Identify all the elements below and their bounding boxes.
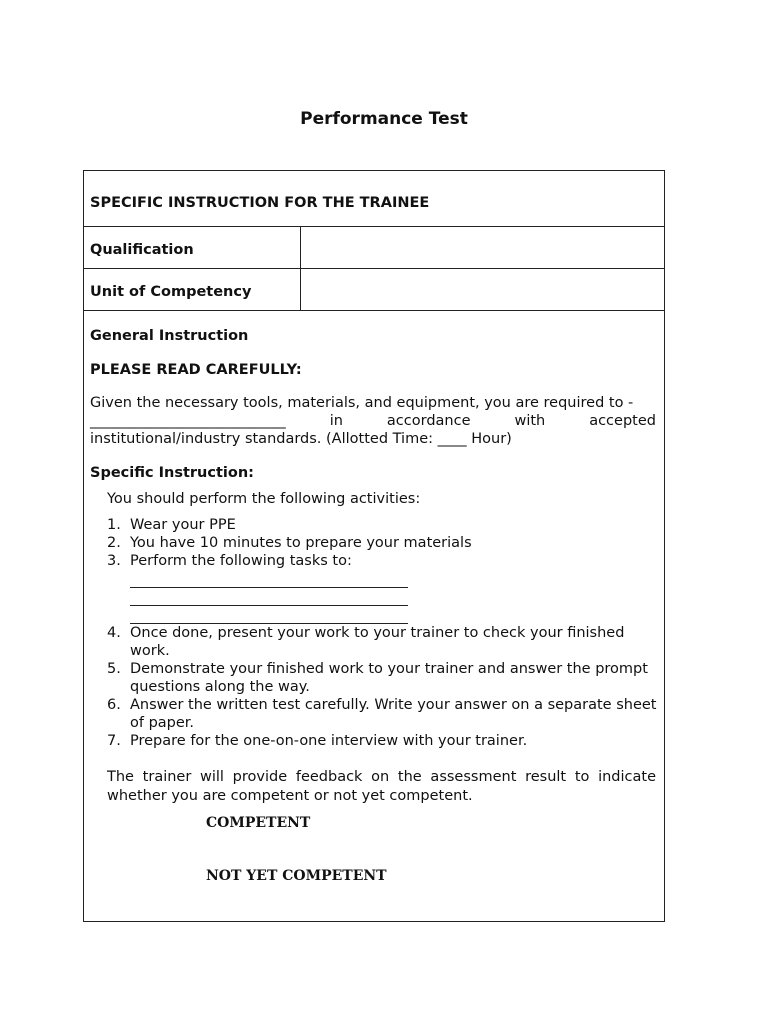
instruction-form: [83, 170, 665, 922]
general-instruction-heading: General Instruction: [90, 328, 249, 344]
list-item: [107, 552, 657, 624]
competent-option[interactable]: COMPETENT: [206, 815, 311, 831]
specific-instruction-heading: Specific Instruction:: [90, 465, 254, 481]
task-blank: ___________________________: [90, 413, 286, 429]
activities-intro: You should perform the following activities:: [107, 491, 421, 507]
qualification-row: [84, 227, 664, 269]
list-item: [107, 696, 657, 732]
general-instruction-text: [90, 394, 656, 448]
item-text: Answer the written test carefully. Write your answer on a separate sheet of paper.: [130, 697, 657, 731]
line-word: accepted: [589, 413, 656, 429]
general-instruction-line-3: institutional/industry standards. (Allotted Time: ____ Hour): [90, 431, 512, 447]
read-carefully-heading: PLEASE READ CAREFULLY:: [90, 362, 302, 378]
item-text: Prepare for the one-on-one interview with your trainer.: [130, 733, 528, 749]
line-word: accordance: [386, 413, 471, 429]
unit-of-competency-label: Unit of Competency: [90, 284, 252, 300]
feedback-text: The trainer will provide feedback on the assessment result to indicate whether you are competent or not yet competent.: [107, 769, 656, 804]
list-item: [107, 624, 657, 660]
item-number: 7.: [107, 733, 121, 749]
unit-of-competency-field[interactable]: [300, 269, 665, 310]
qualification-label: Qualification: [90, 242, 194, 258]
item-text: Perform the following tasks to:: [130, 553, 352, 569]
list-item: [107, 534, 657, 552]
list-item: [107, 732, 657, 750]
general-instruction-line-1: Given the necessary tools, materials, and equipment, you are required to -: [90, 395, 634, 411]
general-instruction-line-2: [90, 412, 656, 430]
list-item: [107, 660, 657, 696]
task-blank-line[interactable]: [130, 570, 408, 588]
form-header: SPECIFIC INSTRUCTION FOR THE TRAINEE: [90, 195, 430, 211]
page-title: Performance Test: [300, 109, 468, 129]
line-word: in: [329, 413, 343, 429]
activity-list: [107, 516, 657, 750]
task-blank-line[interactable]: [130, 588, 408, 606]
line-word: with: [514, 413, 546, 429]
list-item: [107, 516, 657, 534]
item-number: 3.: [107, 553, 121, 569]
item-number: 4.: [107, 625, 121, 641]
item-text: Demonstrate your finished work to your trainer and answer the prompt questions along the way.: [130, 661, 648, 695]
unit-of-competency-row: [84, 269, 664, 311]
item-number: 6.: [107, 697, 121, 713]
item-text: Once done, present your work to your trainer to check your finished work.: [130, 625, 625, 659]
item-number: 1.: [107, 517, 121, 533]
form-header-row: [84, 171, 664, 227]
item-number: 2.: [107, 535, 121, 551]
item-text: Wear your PPE: [130, 517, 236, 533]
task-blank-line[interactable]: [130, 606, 408, 624]
item-text: You have 10 minutes to prepare your materials: [130, 535, 472, 551]
item-number: 5.: [107, 661, 121, 677]
not-yet-competent-option[interactable]: NOT YET COMPETENT: [206, 868, 387, 884]
qualification-field[interactable]: [300, 227, 665, 268]
